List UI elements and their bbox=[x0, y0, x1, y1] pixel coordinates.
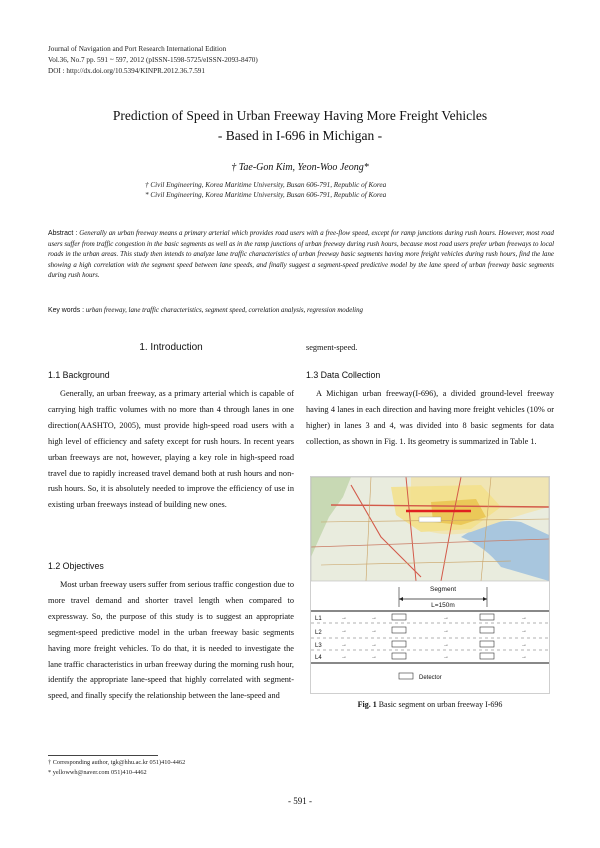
direction-arrow-icon: → bbox=[341, 628, 347, 634]
direction-arrows bbox=[341, 615, 527, 660]
direction-arrow-icon: → bbox=[341, 654, 347, 660]
abstract-label: Abstract : bbox=[48, 230, 78, 237]
affiliation-2: * Civil Engineering, Korea Maritime University, Busan 606-791, Republic of Korea bbox=[145, 191, 387, 199]
direction-arrow-icon: → bbox=[443, 615, 449, 621]
detector-lane-1-2 bbox=[480, 614, 494, 620]
footnote-2: * yellowwh@naver.com 051)410-4462 bbox=[48, 769, 147, 776]
detector-lane-2-1 bbox=[392, 627, 406, 633]
detector-lane-4-2 bbox=[480, 653, 494, 659]
figure-1-graphic bbox=[311, 477, 549, 693]
journal-volume: Vol.36, No.7 pp. 591 ~ 597, 2012 (pISSN-1598-5725/eISSN-2093-8470) bbox=[48, 56, 258, 64]
affiliations bbox=[145, 180, 565, 200]
segment-speed-continuation: segment-speed. bbox=[306, 343, 358, 352]
detector-lane-1-1 bbox=[392, 614, 406, 620]
lane-label-l2: L2 bbox=[315, 630, 322, 636]
page-number: - 591 - bbox=[288, 796, 312, 806]
section-objectives-title: 1.2 Objectives bbox=[48, 561, 104, 571]
direction-arrow-icon: → bbox=[371, 628, 377, 634]
journal-name: Journal of Navigation and Port Research International Edition bbox=[48, 45, 227, 53]
keywords-text: urban freeway, lane traffic characteristics, segment speed, correlation analysis, regression modeling bbox=[85, 307, 363, 314]
footnote-1: † Corresponding author, tgk@hhu.ac.kr 051)410-4462 bbox=[48, 759, 186, 766]
direction-arrow-icon: → bbox=[371, 642, 377, 648]
journal-doi: DOI : http://dx.doi.org/10.5394/KINPR.2012.36.7.591 bbox=[48, 67, 205, 75]
direction-arrow-icon: → bbox=[443, 628, 449, 634]
detector-lane-3-1 bbox=[392, 641, 406, 647]
direction-arrow-icon: → bbox=[371, 654, 377, 660]
detector-lane-2-2 bbox=[480, 627, 494, 633]
lane-label-l4: L4 bbox=[315, 655, 322, 661]
keywords bbox=[48, 307, 554, 314]
segment-label: Segment bbox=[429, 586, 457, 593]
direction-arrow-icon: → bbox=[341, 642, 347, 648]
direction-arrow-icon: → bbox=[521, 628, 527, 634]
detector-legend-box bbox=[399, 673, 413, 679]
lane-label-l3: L3 bbox=[315, 643, 322, 649]
detector-lane-4-1 bbox=[392, 653, 406, 659]
direction-arrow-icon: → bbox=[521, 615, 527, 621]
paper-title bbox=[0, 106, 600, 146]
authors: † Tae-Gon Kim, Yeon-Woo Jeong* bbox=[231, 162, 369, 173]
direction-arrow-icon: → bbox=[443, 642, 449, 648]
title-line-2: - Based in I-696 in Michigan - bbox=[217, 128, 383, 143]
figure-1 bbox=[310, 476, 550, 694]
direction-arrow-icon: → bbox=[443, 654, 449, 660]
figure-1-caption-text: Basic segment on urban freeway I-696 bbox=[378, 700, 503, 709]
lane-label-l1: L1 bbox=[315, 616, 322, 622]
direction-arrow-icon: → bbox=[341, 615, 347, 621]
abstract bbox=[48, 229, 554, 282]
background-paragraph: Generally, an urban freeway, as a primary arterial which is capable of carrying high traffic volumes with no more than 4 through lanes in one direction(AASHTO, 2005), must provide high-speed road users with a high level of efficiency and safety except for rush hours. In recent years urban freeways are not, however, playing a key role in high-speed road travel due to rapidly increased travel demand both at rush hours and non-rush hours. So, it is absolutely needed to improve the efficiency of use in existing urban freeways instead of building new ones. bbox=[48, 389, 294, 510]
lane-diagram bbox=[311, 586, 549, 681]
direction-arrow-icon: → bbox=[521, 654, 527, 660]
map-of-i696 bbox=[311, 477, 549, 581]
figure-1-caption-label: Fig. 1 bbox=[357, 700, 377, 709]
direction-arrow-icon: → bbox=[371, 615, 377, 621]
direction-arrow-icon: → bbox=[521, 642, 527, 648]
segment-length-label: L=150m bbox=[431, 602, 455, 609]
section-introduction-title: 1. Introduction bbox=[139, 342, 203, 353]
keywords-label: Key words : bbox=[48, 307, 84, 314]
detector-lane-3-2 bbox=[480, 641, 494, 647]
journal-header bbox=[48, 44, 258, 77]
title-line-1: Prediction of Speed in Urban Freeway Having More Freight Vehicles bbox=[112, 108, 488, 123]
abstract-text: Generally an urban freeway means a primary arterial which provides road users with a free-flow speed, except for ramp junctions during rush hours. However, most road users suffer from traffic congestion in the basic segments as well as in the ramp junctions of urban freeway during rush hours, because most road users prefer urban freeways to local roads in the urban areas. This study then intends to analyze lane traffic characteristics of urban freeway basic segments having more freight vehicles during rush hours, find the lane showing a high correlation with the segment speed between lane speeds, and finally suggest a segment-speed predictive model by the lane speed of urban freeway basic segments during rush hours. bbox=[48, 230, 554, 280]
footnote-divider bbox=[48, 755, 158, 756]
affiliation-1: † Civil Engineering, Korea Maritime University, Busan 606-791, Republic of Korea bbox=[145, 181, 387, 189]
objectives-paragraph: Most urban freeway users suffer from serious traffic congestion due to more travel demand and shorter travel length when compared to expressway. So, the purpose of this study is to suggest an appropriate segment-speed predictive model in the urban freeway basic segments having more freight vehicles. To do that, it is needed to investigate the lane traffic characteristics in urban freeway during the morning rush hour, identify the appropriate lane-speed that highly correlated with segment-speed, and finally specify the relationship between the lane-speed and bbox=[48, 580, 294, 701]
data-collection-paragraph: A Michigan urban freeway(I-696), a divided ground-level freeway having 4 lanes in each direction and having more freight vehicles (10% or higher) in lanes 3 and 4, was divided into 8 basic segments for data collection, as shown in Fig. 1. Its geometry is summarized in Table 1. bbox=[306, 389, 554, 446]
section-data-collection-title: 1.3 Data Collection bbox=[306, 370, 381, 380]
detector-legend-label: Detector bbox=[419, 675, 442, 681]
section-background-title: 1.1 Background bbox=[48, 370, 110, 380]
figure-1-caption bbox=[306, 700, 554, 709]
